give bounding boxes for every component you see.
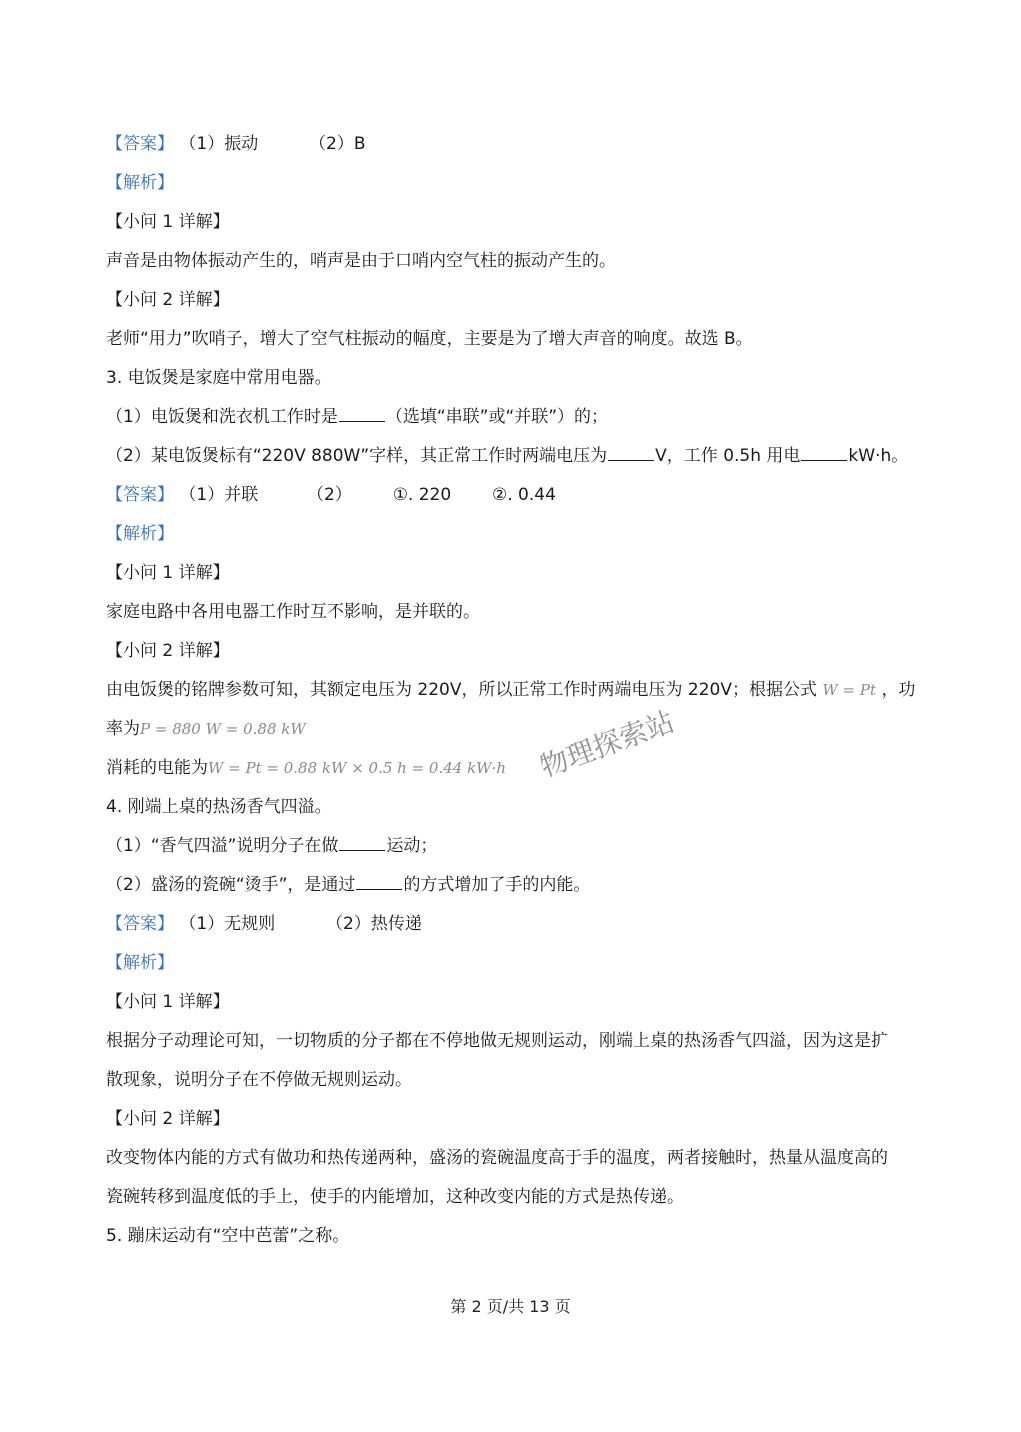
q4-blank-2 <box>356 873 402 890</box>
q3-sub2-line2 <box>106 717 306 741</box>
q4-analysis-tag: 【解析】 <box>106 953 174 973</box>
q3-formula-1: W = Pt <box>822 681 877 699</box>
q3-answer-2b: ②. 0.44 <box>492 485 556 505</box>
q3-sub1-text: 家庭电路中各用电器工作时互不影响，是并联的。 <box>106 602 480 622</box>
q4-sub2-line1: 改变物体内能的方式有做功和热传递两种，盛汤的瓷碗温度高于手的温度，两者接触时，热量从温度高的 <box>106 1148 888 1168</box>
q3-sub2-line3 <box>106 756 506 780</box>
q2-answer-2: （2）B <box>309 134 366 154</box>
q5-stem: 5. 蹦床运动有“空中芭蕾”之称。 <box>106 1226 350 1246</box>
q3-formula-3: W = Pt = 0.88 kW × 0.5 h = 0.44 kW·h <box>208 759 507 777</box>
q4-part2 <box>106 873 590 897</box>
q2-sub2-text: 老师“用力”吹哨子，增大了空气柱振动的幅度，主要是为了增大声音的响度。故选 B。 <box>106 329 753 349</box>
q4-sub2-tag: 【小问 2 详解】 <box>106 1109 230 1129</box>
q3-sub2-line3-text: 消耗的电能为 <box>106 758 208 778</box>
q2-answer-tag: 【答案】 <box>106 134 174 154</box>
q3-part2-text-b: V，工作 0.5h 用电 <box>655 446 801 466</box>
q4-part1-text-a: （1）“香气四溢”说明分子在做 <box>106 836 339 856</box>
q3-answer-1: （1）并联 <box>179 485 259 505</box>
q3-part2 <box>106 444 908 468</box>
q3-formula-2: P = 880 W = 0.88 kW <box>140 720 306 738</box>
q3-blank-1 <box>339 405 385 422</box>
q2-sub1-tag: 【小问 1 详解】 <box>106 212 230 232</box>
q3-part2-text-a: （2）某电饭煲标有“220V 880W”字样，其正常工作时两端电压为 <box>106 446 608 466</box>
q3-answer-line <box>106 483 556 507</box>
q4-part2-text-b: 的方式增加了手的内能。 <box>403 875 591 895</box>
page-footer: 第 2 页/共 13 页 <box>450 1297 571 1316</box>
q3-analysis-tag: 【解析】 <box>106 524 174 544</box>
q3-part1-text-b: （选填“串联”或“并联”）的； <box>385 407 609 427</box>
q3-sub2-line1 <box>106 678 915 702</box>
q3-part1 <box>106 405 608 429</box>
q4-stem: 4. 刚端上桌的热汤香气四溢。 <box>106 797 332 817</box>
q3-stem: 3. 电饭煲是家庭中常用电器。 <box>106 368 332 388</box>
q3-answer-2a: ①. 220 <box>392 485 452 505</box>
q4-sub1-tag: 【小问 1 详解】 <box>106 992 230 1012</box>
q3-sub2-line1-text: 由电饭煲的铭牌参数可知，其额定电压为 220V，所以正常工作时两端电压为 220V；根据公式 <box>106 680 817 700</box>
q3-part1-text-a: （1）电饭煲和洗衣机工作时是 <box>106 407 338 427</box>
q4-sub2-line2: 瓷碗转移到温度低的手上，使手的内能增加，这种改变内能的方式是热传递。 <box>106 1187 684 1207</box>
q3-answer-2: （2） <box>307 485 352 505</box>
q4-part2-text-a: （2）盛汤的瓷碗“烫手”，是通过 <box>106 875 356 895</box>
q3-sub2-tag: 【小问 2 详解】 <box>106 641 230 661</box>
q4-answer-line <box>106 912 422 936</box>
q2-answer-1: （1）振动 <box>179 134 259 154</box>
q3-blank-3 <box>801 444 847 461</box>
q4-part1 <box>106 834 437 858</box>
q2-analysis-tag: 【解析】 <box>106 173 174 193</box>
q3-blank-2 <box>608 444 654 461</box>
q2-sub2-tag: 【小问 2 详解】 <box>106 290 230 310</box>
q4-answer-1: （1）无规则 <box>179 914 276 934</box>
q4-part1-text-b: 运动； <box>386 836 438 856</box>
q4-answer-tag: 【答案】 <box>106 914 174 934</box>
q4-sub1-line2: 散现象，说明分子在不停做无规则运动。 <box>106 1070 412 1090</box>
q3-part2-text-c: kW·h。 <box>848 446 909 466</box>
q3-sub2-line1-end: ，功 <box>881 680 916 700</box>
q3-sub2-line2-text: 率为 <box>106 719 140 739</box>
q2-sub1-text: 声音是由物体振动产生的，哨声是由于口哨内空气柱的振动产生的。 <box>106 251 616 271</box>
q3-answer-tag: 【答案】 <box>106 485 174 505</box>
q4-blank-1 <box>339 834 385 851</box>
q2-answer-line <box>106 132 366 156</box>
q4-answer-2: （2）热传递 <box>326 914 422 934</box>
watermark: 物理探索站 <box>535 704 679 784</box>
q4-sub1-line1: 根据分子动理论可知，一切物质的分子都在不停地做无规则运动，刚端上桌的热汤香气四溢，因为这是扩 <box>106 1031 888 1051</box>
q3-sub1-tag: 【小问 1 详解】 <box>106 563 230 583</box>
